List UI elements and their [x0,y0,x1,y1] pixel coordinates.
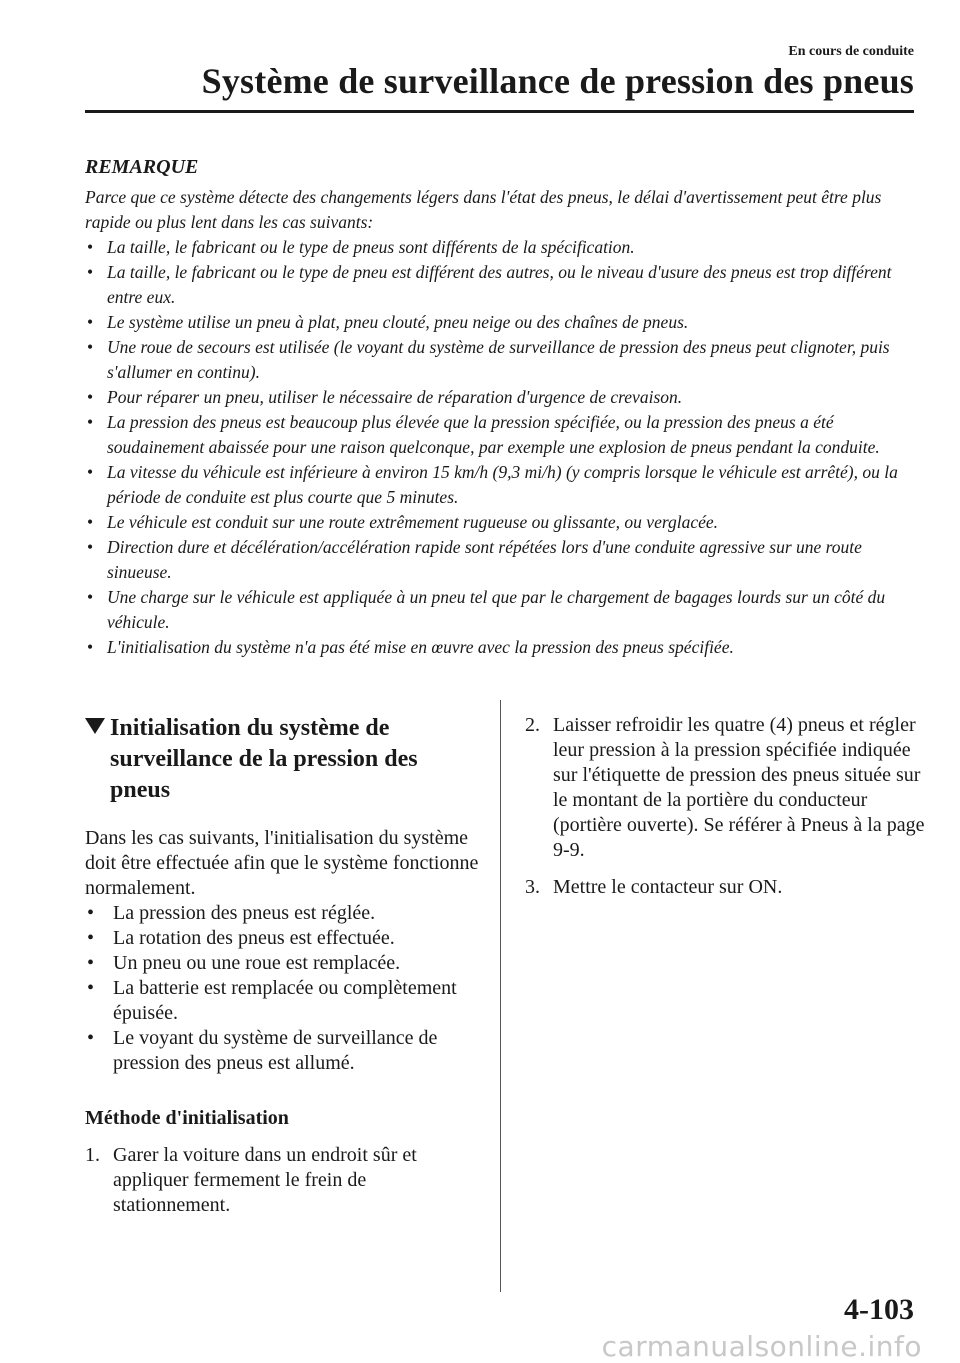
header-rule [85,110,914,113]
bullet-icon: • [87,512,94,532]
step-list [85,1143,480,1218]
triangle-marker-icon [85,718,105,734]
bullet-icon: • [87,927,95,949]
bullet-icon: • [87,902,95,924]
bullet-icon: • [87,1027,95,1049]
bullet-icon: • [87,537,94,557]
note-item: • Pour réparer un pneu, utiliser le nécessaire de réparation d'urgence de crevaison. [85,385,915,410]
note-item: • L'initialisation du système n'a pas été mise en œuvre avec la pression des pneus spécifiée. [85,635,915,660]
list-item: • La pression des pneus est réglée. [87,902,376,924]
left-column [85,713,480,1230]
condition-list [85,901,480,1076]
watermark: carmanualsonline.info [601,1330,922,1363]
section-title: Initialisation du système de surveillance de la pression des pneus [85,713,480,806]
step-number: 2. [525,714,540,736]
bullet-icon: • [87,462,94,482]
step-number: 3. [525,876,540,898]
list-item: • Un pneu ou une roue est remplacée. [87,952,401,974]
note-item: • Le système utilise un pneu à plat, pneu clouté, pneu neige ou des chaînes de pneus. [85,310,915,335]
list-item: • La rotation des pneus est effectuée. [87,927,395,949]
note-item: • La taille, le fabricant ou le type de pneu est différent des autres, ou le niveau d'usure des pneus est trop différent entre eux. [87,262,892,307]
note-item: • Une charge sur le véhicule est appliquée à un pneu tel que par le chargement de bagages lourds sur un côté du véhicule. [87,587,886,632]
bullet-icon: • [87,387,94,407]
note-title: REMARQUE [85,156,199,178]
note-item: • Direction dure et décélération/accélération rapide sont répétées lors d'une conduite agressive sur une route sinueuse. [87,537,862,582]
note-item: • Le véhicule est conduit sur une route extrêmement rugueuse ou glissante, ou verglacée. [85,510,915,535]
step-number: 1. [85,1144,100,1166]
page-number: 4-103 [844,1293,914,1326]
step-item: 2. Laisser refroidir les quatre (4) pneus et régler leur pression à la pression spécifiée indiquée sur l'étiquette de pression des pneus située sur le montant de la portière du conducteur (portière ouverte). Se référer à Pneus à la page 9-9. [525,714,925,861]
note-item: • Une roue de secours est utilisée (le voyant du système de surveillance de pression des pneus peut clignoter, puis s'allumer en continu). [87,337,890,382]
note-intro: Parce que ce système détecte des changements légers dans l'état des pneus, le délai d'avertissement peut être plus rapide ou plus lent dans les cas suivants: [85,187,882,232]
step-item: 1. Garer la voiture dans un endroit sûr et appliquer fermement le frein de stationnement. [85,1144,417,1216]
page-title: Système de surveillance de pression des pneus [201,61,914,101]
step-list-continued [525,713,925,900]
header-section-label: En cours de conduite [788,44,914,59]
bullet-icon: • [87,312,94,332]
bullet-icon: • [87,412,94,432]
bullet-icon: • [87,977,95,999]
bullet-icon: • [87,587,94,607]
method-title: Méthode d'initialisation [85,1107,289,1129]
bullet-icon: • [87,637,94,657]
bullet-icon: • [87,952,95,974]
note-item: • La vitesse du véhicule est inférieure à environ 15 km/h (9,3 mi/h) (y compris lorsque le véhicule est arrêté), ou la période de conduite est plus courte que 5 minutes. [87,462,898,507]
note-item: • La taille, le fabricant ou le type de pneus sont différents de la spécification. [85,235,915,260]
section-intro: Dans les cas suivants, l'initialisation du système doit être effectuée afin que le système fonctionne normalement. [85,827,479,899]
note-list [85,235,915,660]
list-item: • La batterie est remplacée ou complètement épuisée. [87,977,457,1024]
list-item: • Le voyant du système de surveillance de pression des pneus est allumé. [87,1027,438,1074]
bullet-icon: • [87,237,94,257]
note-item: • La pression des pneus est beaucoup plus élevée que la pression spécifiée, ou la pression des pneus a été soudainement abaissée pour une raison quelconque, par exemple une explosion de pneus pendant la conduite. [87,412,880,457]
note-box [85,156,915,660]
bullet-icon: • [87,337,94,357]
step-item: 3. Mettre le contacteur sur ON. [525,876,783,898]
column-divider [500,700,501,1292]
bullet-icon: • [87,262,94,282]
right-column [525,713,925,912]
